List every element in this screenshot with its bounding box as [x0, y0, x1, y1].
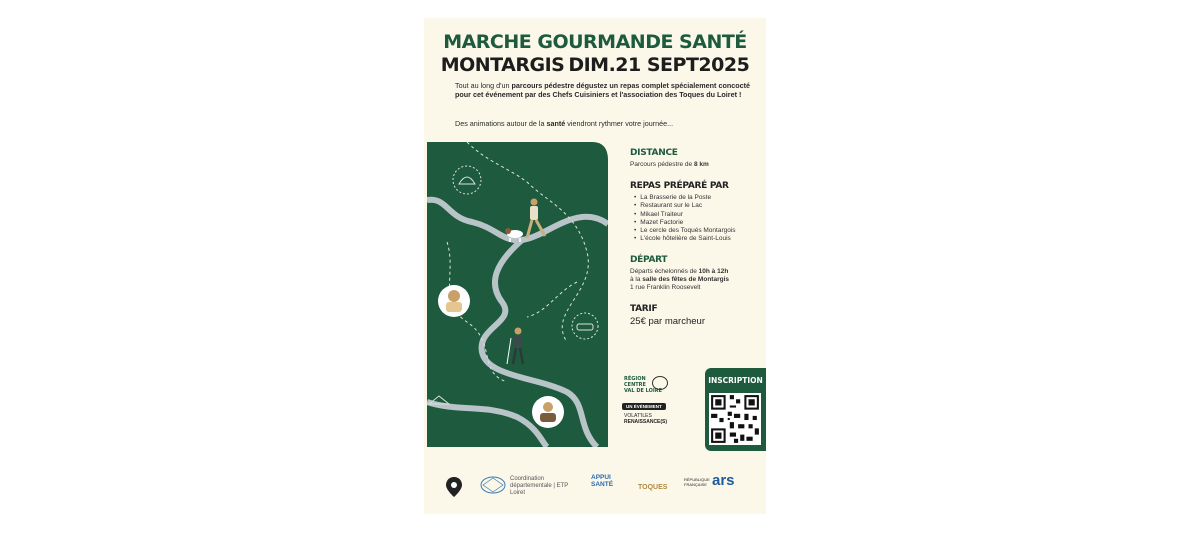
appui-sante-logo: APPUI SANTÉ — [591, 474, 614, 488]
region-emblem-icon — [652, 376, 668, 390]
renaissances-logo: VOLAT'ILES RENAISSANCE(S) — [624, 413, 668, 425]
republique-logo: RÉPUBLIQUE FRANÇAISE — [684, 477, 710, 487]
event-badge: UN ÉVÉNEMENT — [622, 403, 666, 410]
repas-title: REPAS PRÉPARÉ PAR — [630, 181, 729, 191]
map-pin-logo-icon — [445, 476, 463, 498]
toques-logo: TOQUES — [638, 484, 668, 491]
list-item: • Mazet Factorie — [634, 219, 766, 227]
coordination-logo-icon — [480, 475, 506, 495]
city-label: MONTARGIS — [440, 54, 565, 76]
region-logo: RÉGION CENTRE VAL DE LOIRE — [624, 376, 663, 394]
list-item: • La Brasserie de la Poste — [634, 194, 766, 202]
footer-logos — [424, 468, 766, 508]
distance-title: DISTANCE — [630, 148, 678, 158]
chefs-list — [630, 194, 766, 244]
depart-text: Départs échelonnés de 10h à 12h à la salle des fêtes de Montargis 1 rue Franklin Roosevelt — [630, 267, 729, 291]
list-item: • Le cercle des Toqués Montargois — [634, 227, 766, 235]
list-item: • Restaurant sur le Lac — [634, 202, 766, 210]
route-map-illustration — [427, 142, 608, 447]
qr-code-icon[interactable] — [709, 393, 761, 445]
depart-title: DÉPART — [630, 254, 668, 265]
intro-paragraph: Tout au long d'un parcours pédestre dégustez un repas complet spécialement concocté pour cet événement par des Chefs Cuisiniers et l'association des Toques du Loiret ! — [455, 81, 750, 99]
date-label: DIM.21 SEPT2025 — [568, 54, 750, 76]
tarif-title: TARIF — [630, 303, 658, 314]
intro-animations: Des animations autour de la santé viendront rythmer votre journée... — [455, 119, 674, 128]
event-info — [630, 148, 766, 327]
partner-logos — [620, 376, 680, 438]
inscription-box[interactable] — [705, 368, 766, 451]
poster-title: MARCHE GOURMANDE SANTÉ — [443, 31, 747, 53]
tarif-value: 25€ par marcheur — [630, 315, 705, 327]
list-item: • Mikael Traiteur — [634, 211, 766, 219]
inscription-title: INSCRIPTION — [708, 376, 763, 385]
coordination-text: Coordination départementale | ETP Loiret — [510, 476, 569, 496]
event-poster — [424, 18, 766, 514]
distance-text: Parcours pédestre de 8 km — [630, 161, 709, 168]
list-item: • L'école hôtelière de Saint-Louis — [634, 235, 766, 243]
poster-subtitle — [424, 54, 766, 76]
ars-logo: ars — [712, 472, 735, 489]
